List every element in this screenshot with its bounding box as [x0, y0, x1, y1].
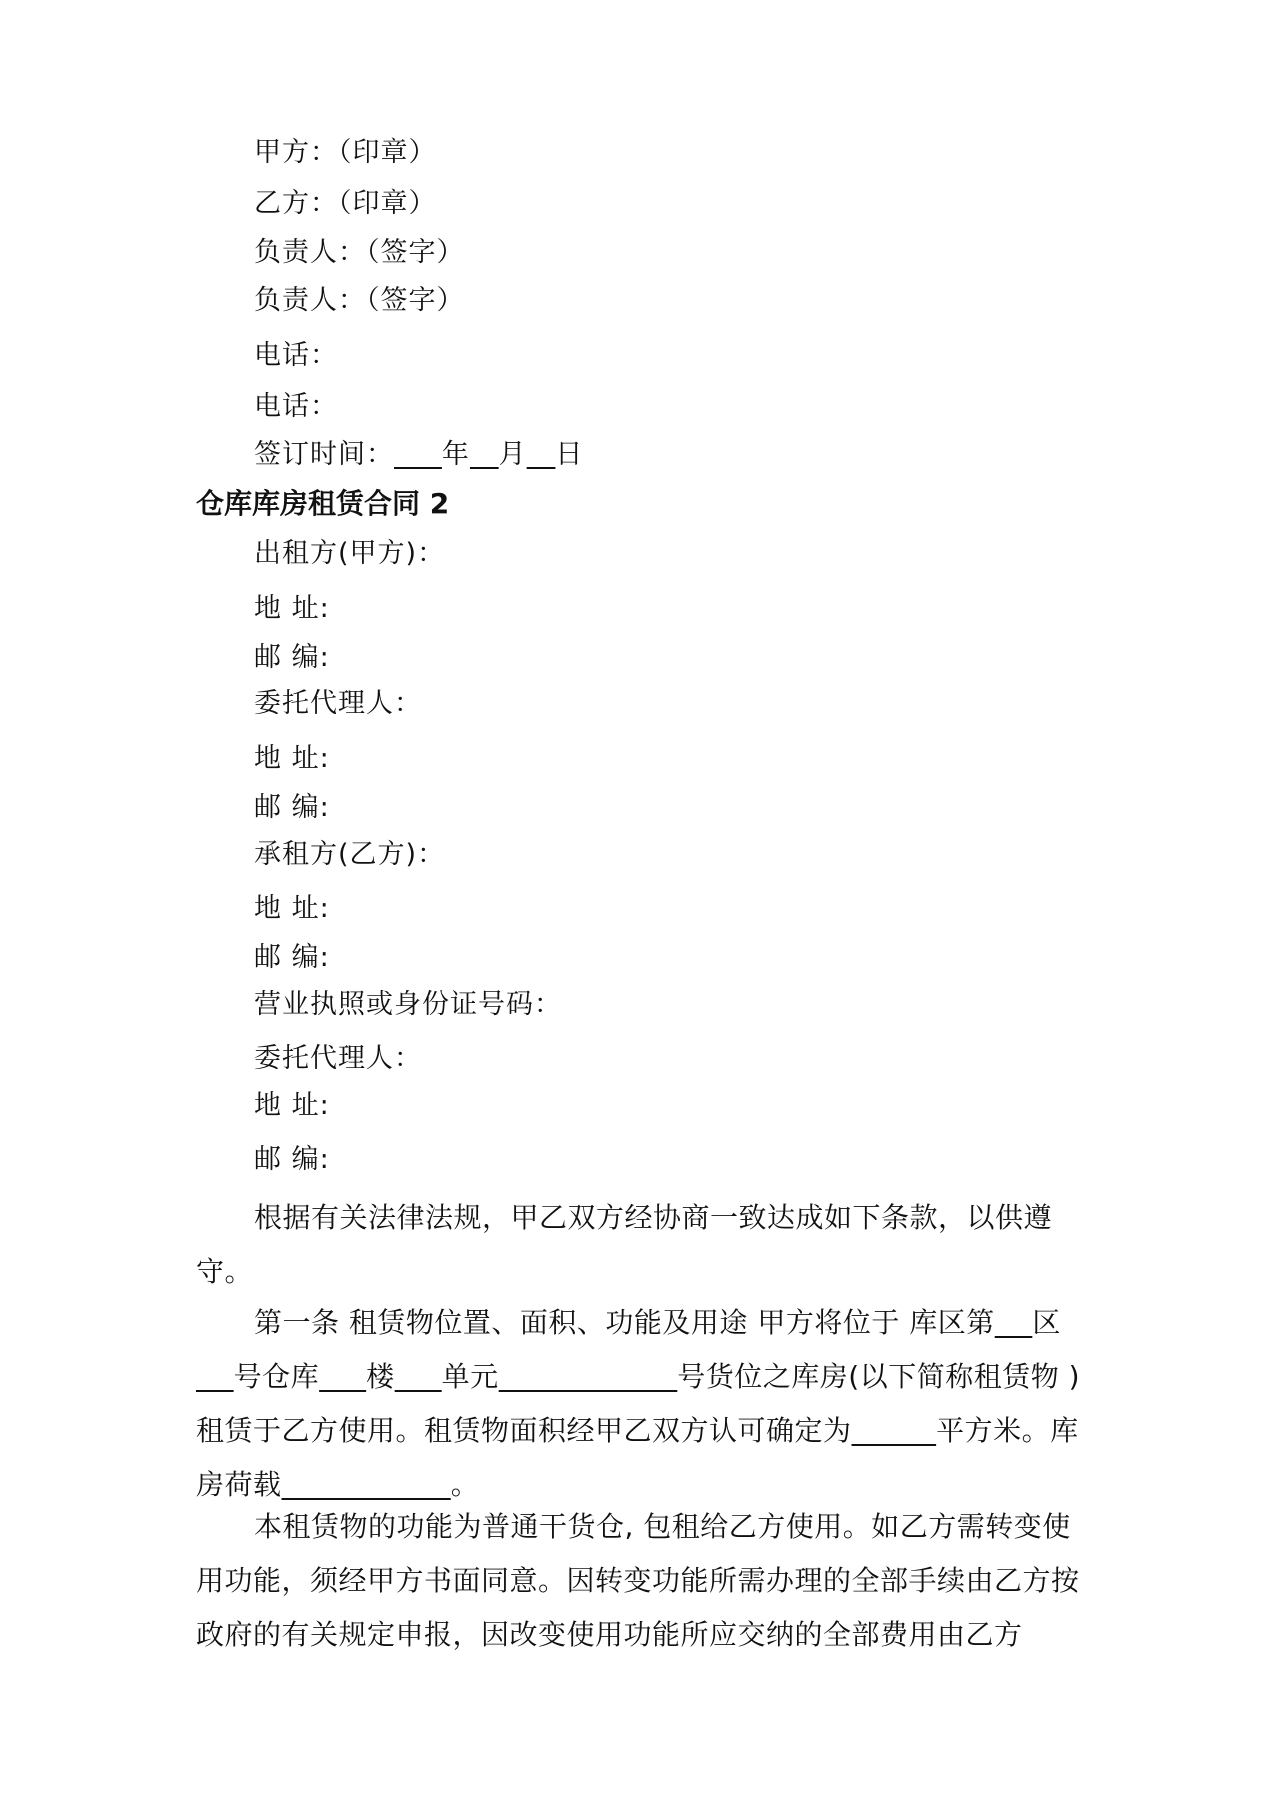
blank-building	[319, 1360, 366, 1393]
blank-area	[995, 1306, 1033, 1339]
lessor-label: 出租方(甲方)：	[254, 538, 446, 569]
article1-text-2: 区	[1032, 1306, 1061, 1339]
blank-slot	[499, 1360, 678, 1393]
lessor-address: 地 址:	[254, 593, 330, 624]
party-b-seal: 乙方：（印章）	[254, 188, 437, 219]
sign-date-year-blank	[394, 439, 442, 470]
article1-text-5: 单元	[441, 1360, 499, 1393]
lessee-agent: 委托代理人：	[254, 1043, 422, 1074]
sign-date-day-blank	[527, 439, 556, 470]
phone-b: 电话：	[254, 391, 338, 422]
lessee-license: 营业执照或身份证号码：	[254, 989, 562, 1020]
lessor-postcode: 邮 编:	[254, 642, 330, 673]
article1-text-3: 号仓库	[233, 1360, 320, 1393]
article1-text-8: 。	[450, 1468, 480, 1501]
phone-a: 电话：	[254, 340, 338, 371]
lessee-postcode: 邮 编:	[254, 942, 330, 973]
sign-date-month: 月	[498, 439, 527, 470]
responsible-b-signature: 负责人：（签字）	[254, 285, 465, 316]
contract-title: 仓库库房租赁合同 2	[196, 487, 450, 520]
responsible-a-signature: 负责人：（签字）	[254, 237, 465, 268]
lessor-agent: 委托代理人：	[254, 688, 422, 719]
article1-text-7: 平方米。库房荷载	[196, 1414, 1079, 1501]
party-a-seal: 甲方：（印章）	[254, 137, 437, 168]
sign-date-month-blank	[470, 439, 499, 470]
lessee-label: 承租方(乙方)：	[254, 839, 446, 870]
sign-date-label: 签订时间：	[254, 439, 394, 470]
sign-date	[254, 439, 583, 471]
lessor-agent-postcode: 邮 编:	[254, 792, 330, 823]
sign-date-day: 日	[555, 439, 584, 470]
lessee-address: 地 址:	[254, 893, 330, 924]
blank-square-meters	[852, 1414, 937, 1447]
article1-text-1: 甲方将位于 库区第	[757, 1306, 995, 1339]
lessee-agent-postcode: 邮 编:	[254, 1144, 330, 1175]
lessor-agent-address: 地 址:	[254, 743, 330, 774]
blank-unit	[395, 1360, 442, 1393]
lessee-agent-address: 地 址:	[254, 1090, 330, 1121]
article1-paragraph	[196, 1296, 1096, 1512]
article1-text-6: 号货位之库房(以下简称租赁物 )租赁于乙方使用。租赁物面积经甲乙双方认可确定为	[196, 1360, 1081, 1447]
blank-load	[282, 1468, 451, 1501]
article1-text-4: 楼	[366, 1360, 395, 1393]
sign-date-year: 年	[441, 439, 470, 470]
article1-paragraph-2: 本租赁物的功能为普通干货仓, 包租给乙方使用。如乙方需转变使用功能，须经甲方书面同意。因转变功能所需办理的全部手续由乙方按政府的有关规定申报，因改变使用功能所应交纳的全部费用由乙方	[196, 1510, 1080, 1651]
article1-heading: 第一条 租赁物位置、面积、功能及用途	[254, 1306, 748, 1339]
blank-number	[196, 1360, 234, 1393]
preamble-paragraph: 根据有关法律法规，甲乙双方经协商一致达成如下条款，以供遵守。	[196, 1201, 1053, 1288]
